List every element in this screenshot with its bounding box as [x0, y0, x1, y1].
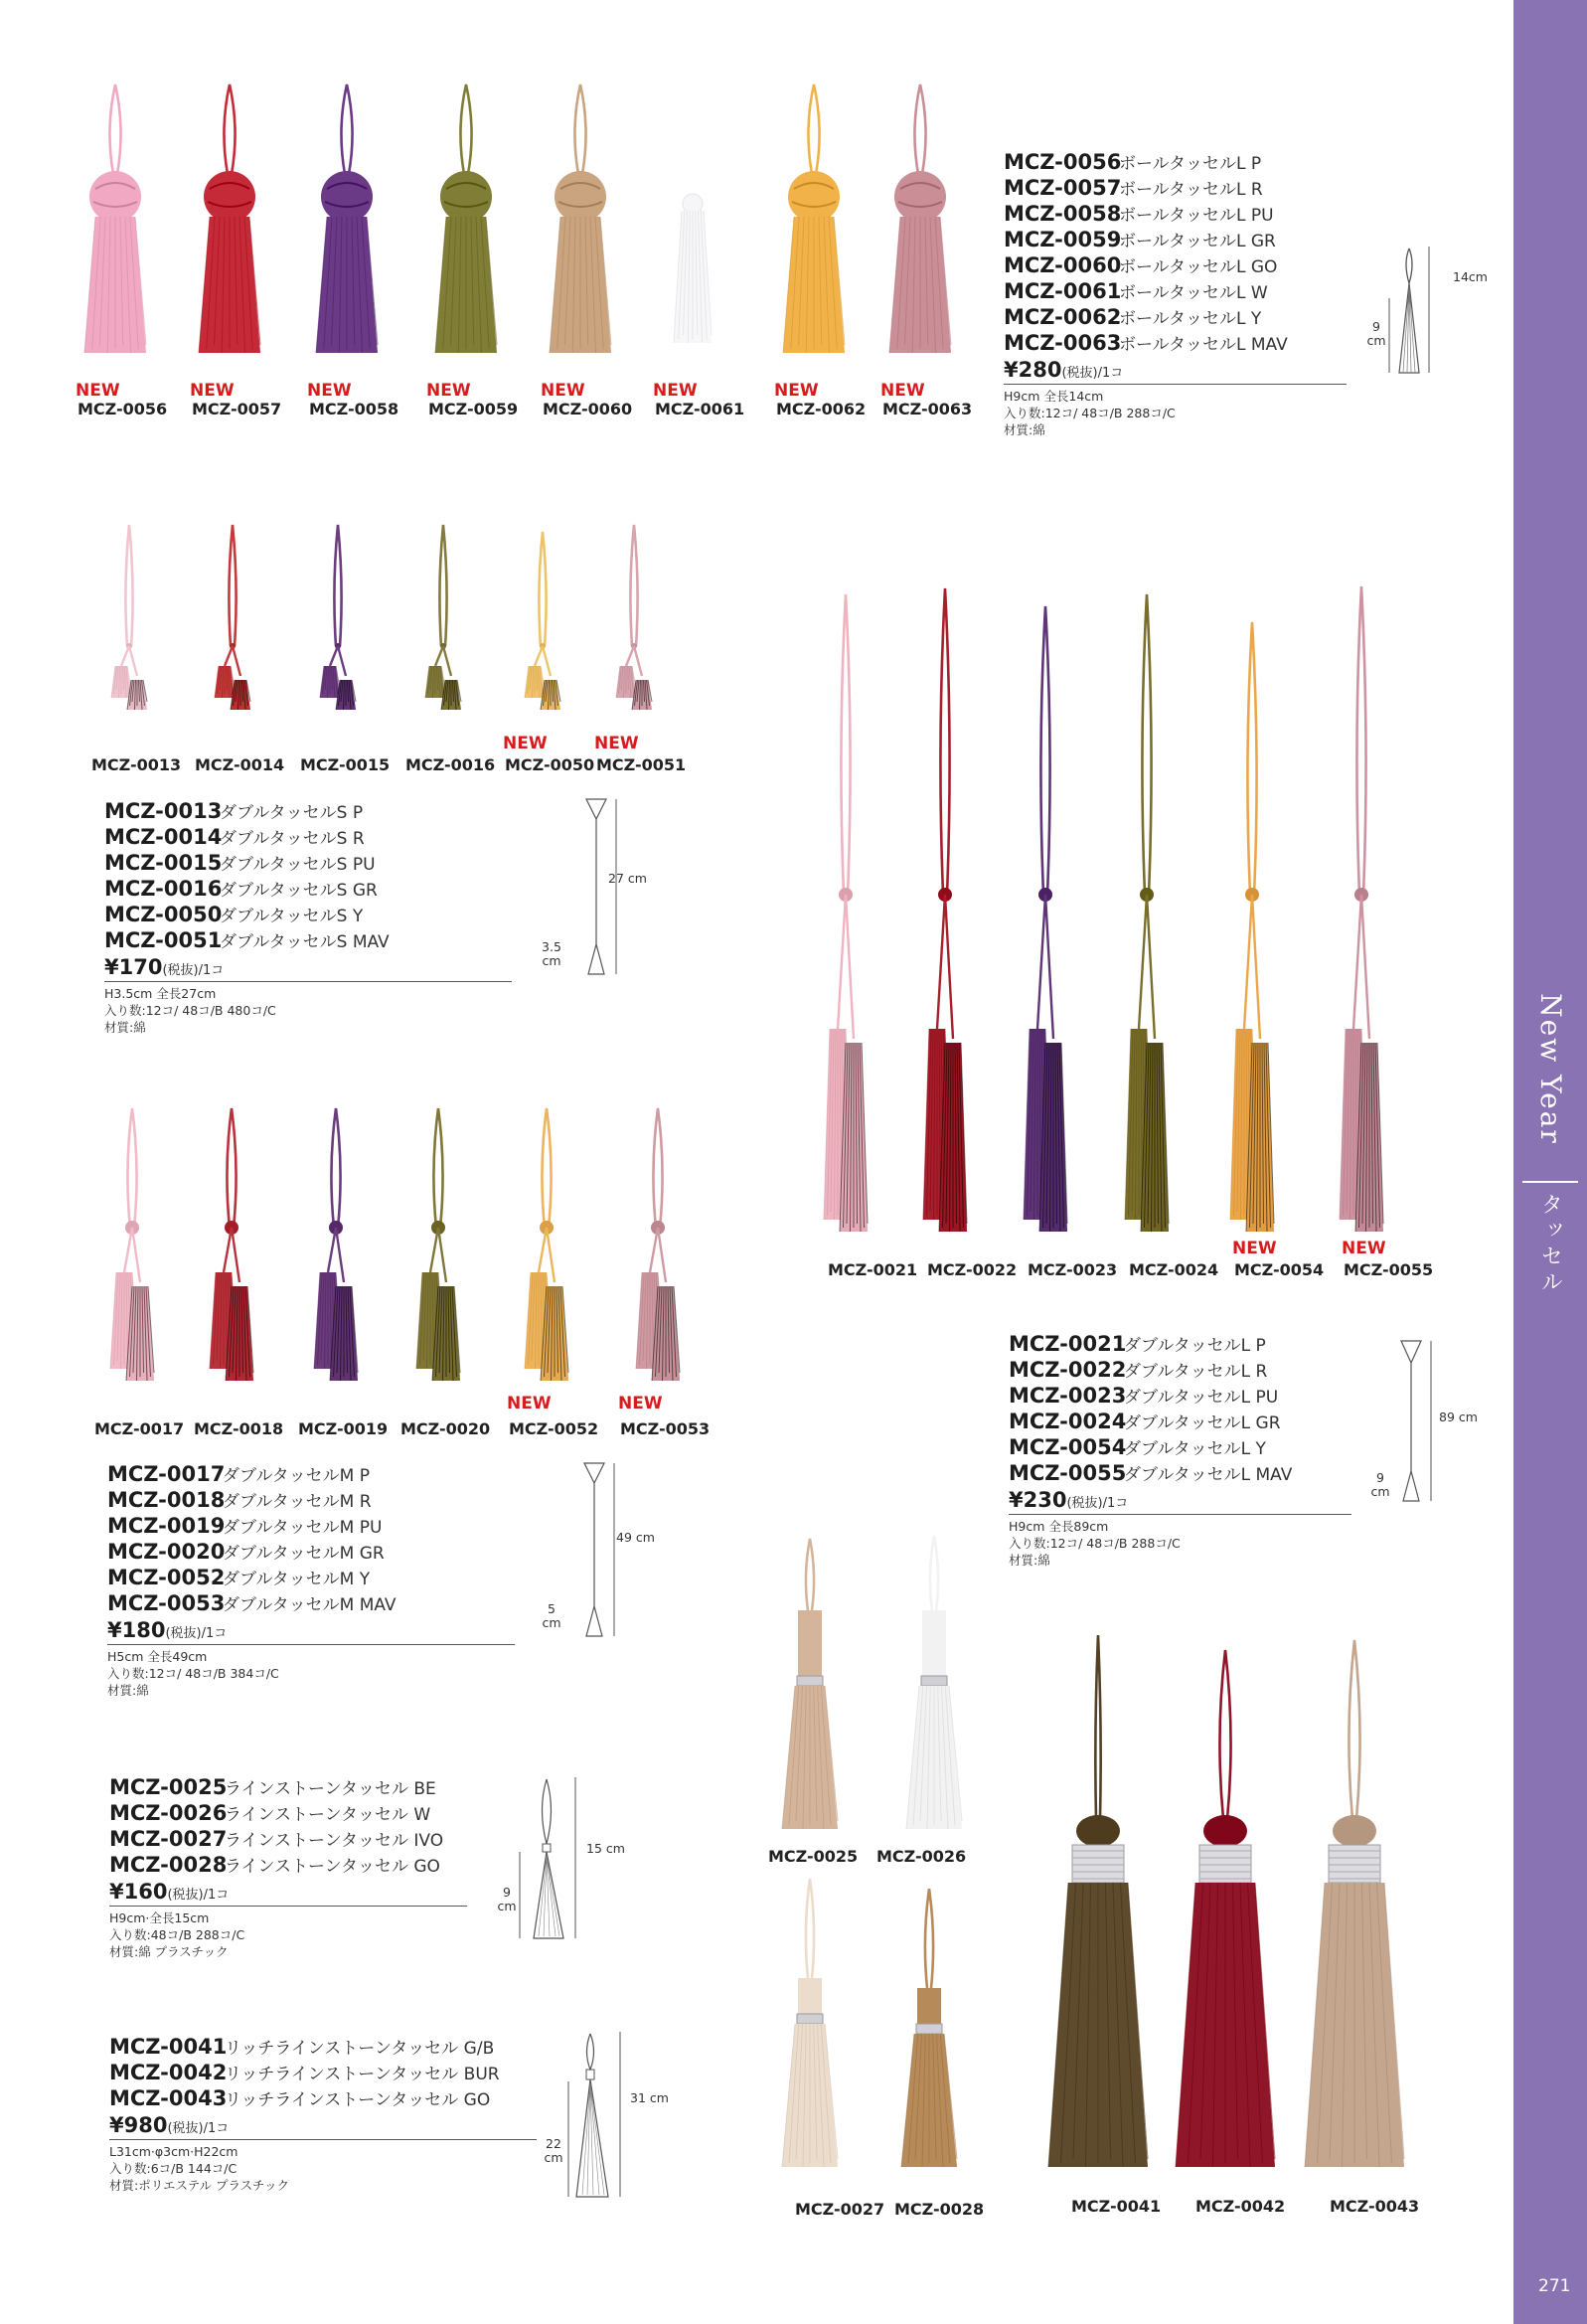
product-code-label: MCZ-0052 [509, 1419, 599, 1438]
product-name: ダブルタッセルL Y [1124, 1439, 1266, 1459]
product-code-label: MCZ-0020 [400, 1419, 491, 1438]
spec-line: 入り数:12コ/ 48コ/B 384コ/C [107, 1666, 279, 1681]
product-code: MCZ-0028 [109, 1853, 228, 1877]
product-code-label: MCZ-0016 [405, 755, 496, 774]
rich-rhinestone-tassel-dimension-diagram [568, 2026, 648, 2205]
spec-line: 材質:綿 [104, 1020, 146, 1035]
product-code: MCZ-0014 [104, 825, 223, 849]
new-badge: NEW [653, 381, 698, 401]
sidebar-divider [1522, 1181, 1578, 1183]
product-code: MCZ-0022 [1009, 1358, 1127, 1382]
new-badge: NEW [190, 381, 235, 401]
spec-line: H9cm·全長15cm [109, 1910, 210, 1925]
unit-note: /1コ [201, 1626, 228, 1641]
product-row [109, 2085, 537, 2111]
page-number: 271 [1538, 2276, 1571, 2296]
price: ¥180 [107, 1618, 166, 1642]
product-name: ボールタッセルL GR [1119, 232, 1276, 251]
spec-line: H9cm 全長89cm [1009, 1519, 1109, 1534]
product-code-label: MCZ-0028 [894, 2200, 985, 2219]
unit-note: /1コ [1102, 1496, 1129, 1511]
spec-line: H9cm 全長14cm [1004, 389, 1104, 404]
product-name: ラインストーンタッセル GO [225, 1857, 440, 1877]
new-badge: NEW [507, 1394, 552, 1413]
price: ¥980 [109, 2113, 168, 2137]
price: ¥230 [1009, 1488, 1067, 1512]
dim-total: 14cm [1453, 269, 1488, 284]
unit-note: /1コ [1097, 366, 1124, 381]
product-code-label: MCZ-0062 [776, 400, 867, 418]
product-code-label: MCZ-0051 [596, 755, 687, 774]
dim-total: 31 cm [630, 2090, 669, 2105]
dim-total: 49 cm [616, 1530, 655, 1545]
product-name: リッチラインストーンタッセル BUR [225, 2065, 500, 2084]
product-code-label: MCZ-0061 [655, 400, 745, 418]
product-code-label: MCZ-0054 [1234, 1260, 1325, 1279]
spec-line: 材質:綿 [107, 1683, 149, 1698]
product-name: ボールタッセルL P [1119, 154, 1262, 174]
product-name: ボールタッセルL Y [1119, 309, 1262, 329]
dim-head: 9 cm [1370, 1470, 1390, 1499]
product-code: MCZ-0062 [1004, 305, 1122, 329]
tax-note: (税抜) [167, 1888, 204, 1903]
product-code: MCZ-0052 [107, 1566, 226, 1589]
product-code: MCZ-0021 [1009, 1332, 1127, 1356]
tax-note: (税抜) [165, 1626, 202, 1641]
product-code: MCZ-0025 [109, 1775, 228, 1799]
spec-line: 入り数:48コ/B 288コ/C [109, 1927, 245, 1942]
unit-note: /1コ [203, 1888, 230, 1903]
product-code: MCZ-0050 [104, 903, 223, 926]
new-badge: NEW [76, 381, 120, 401]
product-name: ダブルタッセルM P [223, 1466, 370, 1486]
product-code-label: MCZ-0060 [543, 400, 633, 418]
sidebar-title: New Year [1533, 992, 1567, 1145]
product-name: リッチラインストーンタッセル G/B [225, 2039, 495, 2059]
product-code-label: MCZ-0019 [298, 1419, 389, 1438]
product-code-label: MCZ-0025 [768, 1847, 859, 1866]
product-code-label: MCZ-0022 [927, 1260, 1018, 1279]
product-code: MCZ-0054 [1009, 1435, 1127, 1459]
tax-note: (税抜) [1061, 366, 1098, 381]
product-code-label: MCZ-0053 [620, 1419, 711, 1438]
tassel-fringe [1176, 1883, 1275, 2167]
product-name: ダブルタッセルM GR [223, 1544, 385, 1564]
product-name: ダブルタッセルL R [1124, 1362, 1268, 1382]
unit-note: /1コ [198, 963, 225, 978]
product-name: ダブルタッセルS P [220, 803, 364, 823]
spec-line: 材質:ポリエステル プラスチック [109, 2178, 290, 2193]
new-badge: NEW [774, 381, 819, 401]
dim-head: 3.5 cm [542, 939, 561, 968]
product-name: ボールタッセルL GO [1119, 257, 1278, 277]
new-badge: NEW [594, 734, 639, 753]
product-code: MCZ-0018 [107, 1488, 226, 1512]
product-name: ダブルタッセルM Y [223, 1570, 371, 1589]
new-badge: NEW [1232, 1239, 1277, 1258]
product-name: ダブルタッセルS R [220, 829, 365, 849]
product-code: MCZ-0061 [1004, 279, 1122, 303]
product-code-label: MCZ-0014 [195, 755, 285, 774]
product-name: ダブルタッセルM PU [223, 1518, 383, 1538]
new-badge: NEW [618, 1394, 663, 1413]
product-name: ダブルタッセルL MAV [1124, 1465, 1293, 1485]
product-code-label: MCZ-0057 [192, 400, 282, 418]
product-code: MCZ-0027 [109, 1827, 228, 1851]
dim-total: 27 cm [608, 871, 647, 886]
product-name: ダブルタッセルL GR [1124, 1413, 1281, 1433]
product-name: ダブルタッセルL P [1124, 1336, 1266, 1356]
product-code-label: MCZ-0013 [91, 755, 182, 774]
product-code: MCZ-0023 [1009, 1384, 1127, 1408]
product-code-label: MCZ-0017 [94, 1419, 185, 1438]
dim-total: 15 cm [586, 1841, 625, 1856]
product-row [109, 2034, 537, 2060]
product-code: MCZ-0041 [109, 2035, 228, 2059]
product-code: MCZ-0058 [1004, 202, 1122, 226]
spec-line: 入り数:12コ/ 48コ/B 288コ/C [1009, 1536, 1181, 1551]
tax-note: (税抜) [167, 2121, 204, 2136]
product-name: リッチラインストーンタッセル GO [225, 2090, 491, 2110]
product-name: ボールタッセルL PU [1119, 206, 1274, 226]
tax-note: (税抜) [1066, 1496, 1103, 1511]
product-code-label: MCZ-0041 [1071, 2197, 1162, 2216]
new-badge: NEW [1342, 1239, 1386, 1258]
product-code: MCZ-0024 [1009, 1410, 1127, 1433]
tassel-fringe [1305, 1883, 1404, 2167]
product-name: ボールタッセルL W [1119, 283, 1268, 303]
product-code-label: MCZ-0042 [1195, 2197, 1286, 2216]
new-badge: NEW [503, 734, 548, 753]
spec-line: 材質:綿 [1009, 1553, 1050, 1568]
product-code: MCZ-0026 [109, 1801, 228, 1825]
product-code-label: MCZ-0059 [428, 400, 519, 418]
product-code-label: MCZ-0018 [194, 1419, 284, 1438]
rich-rhinestone-tassel [1048, 1635, 1148, 2167]
spec-line: 材質:綿 [1004, 422, 1045, 437]
product-code-label: MCZ-0024 [1129, 1260, 1219, 1279]
product-name: ダブルタッセルM MAV [223, 1595, 397, 1615]
product-code: MCZ-0053 [107, 1591, 226, 1615]
spec-line: 入り数:12コ/ 48コ/B 288コ/C [1004, 406, 1176, 420]
product-code: MCZ-0013 [104, 799, 223, 823]
price: ¥160 [109, 1880, 168, 1904]
dim-head: 5 cm [542, 1601, 561, 1630]
product-code: MCZ-0016 [104, 877, 223, 901]
price: ¥170 [104, 955, 163, 979]
rich-rhinestone-tassel [1305, 1640, 1404, 2167]
product-code-label: MCZ-0026 [876, 1847, 967, 1866]
product-code-label: MCZ-0050 [505, 755, 595, 774]
product-code: MCZ-0059 [1004, 228, 1122, 251]
product-name: ダブルタッセルS PU [220, 855, 376, 875]
product-name: ボールタッセルL R [1119, 180, 1263, 200]
product-code: MCZ-0057 [1004, 176, 1122, 200]
product-code-label: MCZ-0027 [795, 2200, 885, 2219]
product-code: MCZ-0063 [1004, 331, 1122, 355]
dim-head: 9 cm [1366, 319, 1386, 348]
product-name: ボールタッセルL MAV [1119, 335, 1288, 355]
rich-rhinestone-tassel [1176, 1650, 1275, 2167]
product-code-label: MCZ-0058 [309, 400, 399, 418]
product-code-label: MCZ-0015 [300, 755, 391, 774]
product-code-label: MCZ-0055 [1344, 1260, 1434, 1279]
product-code: MCZ-0015 [104, 851, 223, 875]
tax-note: (税抜) [162, 963, 199, 978]
dim-total: 89 cm [1439, 1410, 1478, 1424]
product-code: MCZ-0056 [1004, 150, 1122, 174]
spec-line: 材質:綿 プラスチック [109, 1944, 229, 1959]
product-code: MCZ-0020 [107, 1540, 226, 1564]
product-name: ダブルタッセルM R [223, 1492, 372, 1512]
spec-line: 入り数:12コ/ 48コ/B 480コ/C [104, 1003, 276, 1018]
product-name: ラインストーンタッセル BE [225, 1779, 436, 1799]
dim-head: 9 cm [497, 1885, 517, 1913]
dim-head: 22 cm [544, 2136, 563, 2165]
unit-note: /1コ [203, 2121, 230, 2136]
spec-line: H3.5cm 全長27cm [104, 986, 217, 1001]
spec-line: 入り数:6コ/B 144コ/C [109, 2161, 238, 2176]
sidebar-subtitle: タッセル [1537, 1193, 1563, 1296]
product-code: MCZ-0042 [109, 2061, 228, 2084]
product-name: ダブルタッセルS Y [220, 907, 364, 926]
rich-rhinestone-tassel-spec-block [109, 2034, 537, 2194]
new-badge: NEW [426, 381, 471, 401]
product-name: ラインストーンタッセル IVO [225, 1831, 444, 1851]
product-code-label: MCZ-0021 [828, 1260, 918, 1279]
product-code: MCZ-0017 [107, 1462, 226, 1486]
product-row [109, 2060, 537, 2085]
price: ¥280 [1004, 358, 1062, 382]
product-code: MCZ-0043 [109, 2086, 228, 2110]
product-code: MCZ-0060 [1004, 253, 1122, 277]
product-name: ダブルタッセルS MAV [220, 932, 390, 952]
product-code: MCZ-0019 [107, 1514, 226, 1538]
product-name: ラインストーンタッセル W [225, 1805, 431, 1825]
tassel-fringe [1048, 1883, 1148, 2167]
product-code-label: MCZ-0063 [882, 400, 973, 418]
product-name: ダブルタッセルS GR [220, 881, 378, 901]
product-code: MCZ-0055 [1009, 1461, 1127, 1485]
product-code: MCZ-0051 [104, 928, 223, 952]
product-code-label: MCZ-0056 [78, 400, 168, 418]
product-code-label: MCZ-0023 [1028, 1260, 1118, 1279]
new-badge: NEW [541, 381, 585, 401]
new-badge: NEW [880, 381, 925, 401]
new-badge: NEW [307, 381, 352, 401]
product-name: ダブルタッセルL PU [1124, 1388, 1279, 1408]
spec-line: H5cm 全長49cm [107, 1649, 208, 1664]
product-code-label: MCZ-0043 [1330, 2197, 1420, 2216]
spec-line: L31cm·φ3cm·H22cm [109, 2144, 238, 2159]
